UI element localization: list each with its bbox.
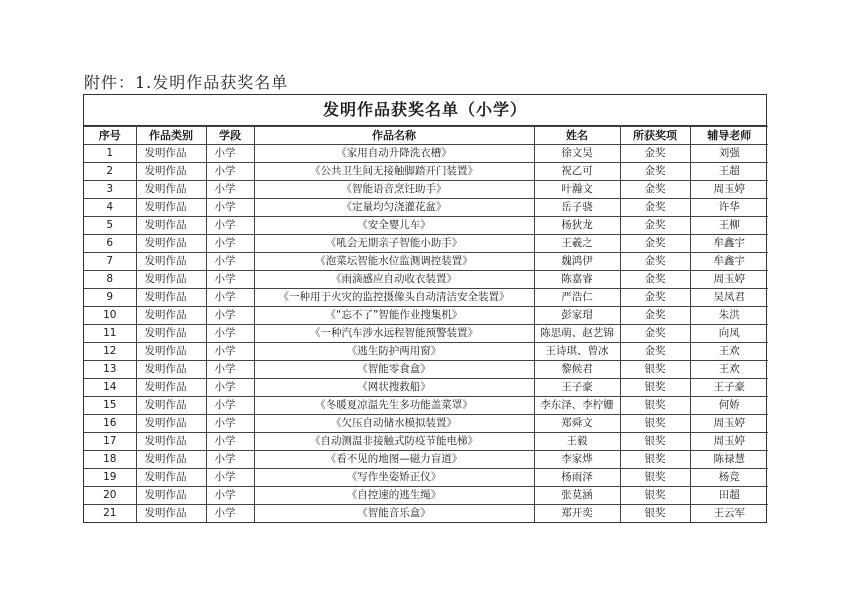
cell-category: 发明作品 <box>136 199 206 217</box>
cell-advisor: 周玉婷 <box>690 271 768 289</box>
cell-category: 发明作品 <box>136 487 206 505</box>
cell-stage: 小学 <box>206 415 254 433</box>
table-row <box>84 253 768 271</box>
cell-name: 严浩仁 <box>534 289 620 307</box>
cell-award: 银奖 <box>620 451 690 469</box>
cell-work-title: 《雨滴感应自动收衣装置》 <box>254 271 534 289</box>
cell-work-title: 《欠压自动储水模拟装置》 <box>254 415 534 433</box>
cell-category: 发明作品 <box>136 163 206 181</box>
cell-work-title: 《自动测温非接触式防疫节能电梯》 <box>254 433 534 451</box>
cell-stage: 小学 <box>206 199 254 217</box>
cell-name: 王羲之 <box>534 235 620 253</box>
cell-advisor: 陈禄慧 <box>690 451 768 469</box>
cell-advisor: 周玉婷 <box>690 181 768 199</box>
cell-advisor: 王云军 <box>690 505 768 523</box>
cell-advisor: 向凤 <box>690 325 768 343</box>
table-row <box>84 145 768 163</box>
cell-name: 王诗琪、曾冰 <box>534 343 620 361</box>
cell-name: 陈思萌、赵艺锦 <box>534 325 620 343</box>
cell-award: 金奖 <box>620 307 690 325</box>
sheet-title: 发明作品获奖名单（小学） <box>84 95 766 126</box>
cell-name: 彭家瑁 <box>534 307 620 325</box>
cell-work-title: 《家用自动升降洗衣槽》 <box>254 145 534 163</box>
cell-advisor: 王子豪 <box>690 379 768 397</box>
cell-award: 金奖 <box>620 181 690 199</box>
cell-work-title: 《写作坐姿矫正仪》 <box>254 469 534 487</box>
cell-index: 2 <box>84 163 136 181</box>
table-row <box>84 505 768 523</box>
table-row <box>84 235 768 253</box>
cell-stage: 小学 <box>206 289 254 307</box>
column-header-advisor: 辅导老师 <box>690 127 768 145</box>
cell-stage: 小学 <box>206 469 254 487</box>
cell-name: 陈嘉睿 <box>534 271 620 289</box>
cell-category: 发明作品 <box>136 253 206 271</box>
cell-index: 18 <box>84 451 136 469</box>
cell-index: 4 <box>84 199 136 217</box>
cell-category: 发明作品 <box>136 415 206 433</box>
cell-stage: 小学 <box>206 325 254 343</box>
table-row <box>84 271 768 289</box>
cell-advisor: 牟鑫宇 <box>690 235 768 253</box>
cell-advisor: 吴凤君 <box>690 289 768 307</box>
table-header-row <box>84 127 768 145</box>
cell-stage: 小学 <box>206 397 254 415</box>
cell-name: 郑舜文 <box>534 415 620 433</box>
cell-work-title: 《安全婴儿车》 <box>254 217 534 235</box>
cell-work-title: 《一种汽车涉水远程智能预警装置》 <box>254 325 534 343</box>
cell-index: 19 <box>84 469 136 487</box>
cell-category: 发明作品 <box>136 451 206 469</box>
cell-stage: 小学 <box>206 271 254 289</box>
cell-index: 10 <box>84 307 136 325</box>
cell-work-title: 《“忘不了”智能作业搜集机》 <box>254 307 534 325</box>
cell-award: 金奖 <box>620 217 690 235</box>
cell-advisor: 朱洪 <box>690 307 768 325</box>
cell-stage: 小学 <box>206 379 254 397</box>
cell-category: 发明作品 <box>136 397 206 415</box>
award-table <box>84 126 768 522</box>
cell-work-title: 《冬暖夏凉温先生多功能盖菜罩》 <box>254 397 534 415</box>
cell-award: 银奖 <box>620 433 690 451</box>
cell-work-title: 《智能语音烹饪助手》 <box>254 181 534 199</box>
cell-index: 6 <box>84 235 136 253</box>
cell-work-title: 《吼会无期亲子智能小助手》 <box>254 235 534 253</box>
column-header-stage: 学段 <box>206 127 254 145</box>
cell-name: 黎候君 <box>534 361 620 379</box>
award-list-table <box>83 94 767 523</box>
cell-award: 金奖 <box>620 235 690 253</box>
cell-stage: 小学 <box>206 145 254 163</box>
column-header-work-title: 作品名称 <box>254 127 534 145</box>
cell-stage: 小学 <box>206 343 254 361</box>
cell-work-title: 《自控速的逃生绳》 <box>254 487 534 505</box>
cell-stage: 小学 <box>206 505 254 523</box>
cell-index: 7 <box>84 253 136 271</box>
cell-category: 发明作品 <box>136 433 206 451</box>
table-row <box>84 199 768 217</box>
cell-category: 发明作品 <box>136 325 206 343</box>
cell-award: 银奖 <box>620 415 690 433</box>
cell-name: 祝乙可 <box>534 163 620 181</box>
cell-advisor: 牟鑫宇 <box>690 253 768 271</box>
table-row <box>84 307 768 325</box>
column-header-index: 序号 <box>84 127 136 145</box>
cell-award: 银奖 <box>620 379 690 397</box>
cell-work-title: 《泡菜坛智能水位监测调控装置》 <box>254 253 534 271</box>
cell-index: 12 <box>84 343 136 361</box>
table-row <box>84 397 768 415</box>
cell-advisor: 王欢 <box>690 343 768 361</box>
cell-work-title: 《看不见的地图—磁力盲道》 <box>254 451 534 469</box>
column-header-name: 姓名 <box>534 127 620 145</box>
table-row <box>84 217 768 235</box>
table-row <box>84 469 768 487</box>
cell-work-title: 《定量均匀浇灌花盆》 <box>254 199 534 217</box>
cell-work-title: 《公共卫生间无接触脚踏开门装置》 <box>254 163 534 181</box>
cell-category: 发明作品 <box>136 289 206 307</box>
cell-award: 银奖 <box>620 469 690 487</box>
cell-index: 17 <box>84 433 136 451</box>
cell-award: 金奖 <box>620 271 690 289</box>
cell-category: 发明作品 <box>136 469 206 487</box>
cell-award: 金奖 <box>620 253 690 271</box>
cell-name: 岳子骁 <box>534 199 620 217</box>
cell-index: 9 <box>84 289 136 307</box>
cell-index: 3 <box>84 181 136 199</box>
table-row <box>84 361 768 379</box>
cell-index: 11 <box>84 325 136 343</box>
cell-stage: 小学 <box>206 253 254 271</box>
cell-category: 发明作品 <box>136 307 206 325</box>
column-header-category: 作品类别 <box>136 127 206 145</box>
cell-advisor: 王欢 <box>690 361 768 379</box>
cell-stage: 小学 <box>206 361 254 379</box>
attachment-label: 附件：1.发明作品获奖名单 <box>84 73 289 92</box>
table-row <box>84 487 768 505</box>
cell-award: 金奖 <box>620 145 690 163</box>
cell-work-title: 《智能零食盒》 <box>254 361 534 379</box>
cell-index: 21 <box>84 505 136 523</box>
table-row <box>84 289 768 307</box>
cell-index: 13 <box>84 361 136 379</box>
cell-advisor: 田超 <box>690 487 768 505</box>
cell-award: 金奖 <box>620 199 690 217</box>
cell-work-title: 《一种用于火灾的监控摄像头自动清洁安全装置》 <box>254 289 534 307</box>
cell-index: 20 <box>84 487 136 505</box>
cell-category: 发明作品 <box>136 271 206 289</box>
cell-stage: 小学 <box>206 163 254 181</box>
cell-advisor: 王柳 <box>690 217 768 235</box>
cell-index: 8 <box>84 271 136 289</box>
table-row <box>84 325 768 343</box>
cell-name: 郑开奕 <box>534 505 620 523</box>
cell-name: 魏鸿伊 <box>534 253 620 271</box>
cell-advisor: 周玉婷 <box>690 433 768 451</box>
cell-name: 李家烨 <box>534 451 620 469</box>
cell-advisor: 刘强 <box>690 145 768 163</box>
cell-award: 银奖 <box>620 397 690 415</box>
cell-stage: 小学 <box>206 235 254 253</box>
cell-award: 银奖 <box>620 487 690 505</box>
cell-index: 16 <box>84 415 136 433</box>
table-row <box>84 379 768 397</box>
cell-index: 5 <box>84 217 136 235</box>
cell-category: 发明作品 <box>136 235 206 253</box>
cell-name: 杨狄龙 <box>534 217 620 235</box>
cell-award: 银奖 <box>620 505 690 523</box>
cell-award: 金奖 <box>620 343 690 361</box>
table-row <box>84 415 768 433</box>
cell-stage: 小学 <box>206 487 254 505</box>
cell-name: 叶瀚文 <box>534 181 620 199</box>
cell-award: 金奖 <box>620 163 690 181</box>
cell-award: 银奖 <box>620 361 690 379</box>
cell-stage: 小学 <box>206 433 254 451</box>
cell-advisor: 杨竞 <box>690 469 768 487</box>
cell-work-title: 《网状搜救船》 <box>254 379 534 397</box>
cell-award: 金奖 <box>620 289 690 307</box>
cell-name: 王毅 <box>534 433 620 451</box>
cell-name: 张莫涵 <box>534 487 620 505</box>
cell-advisor: 王超 <box>690 163 768 181</box>
cell-category: 发明作品 <box>136 505 206 523</box>
cell-category: 发明作品 <box>136 217 206 235</box>
cell-award: 金奖 <box>620 325 690 343</box>
cell-index: 14 <box>84 379 136 397</box>
table-row <box>84 343 768 361</box>
cell-category: 发明作品 <box>136 343 206 361</box>
cell-name: 王子豪 <box>534 379 620 397</box>
cell-work-title: 《智能音乐盒》 <box>254 505 534 523</box>
column-header-award: 所获奖项 <box>620 127 690 145</box>
cell-name: 杨雨泽 <box>534 469 620 487</box>
cell-name: 李东泽、李柠姗 <box>534 397 620 415</box>
cell-category: 发明作品 <box>136 181 206 199</box>
cell-advisor: 何娇 <box>690 397 768 415</box>
cell-work-title: 《逃生防护两用窗》 <box>254 343 534 361</box>
table-row <box>84 433 768 451</box>
cell-name: 徐文昊 <box>534 145 620 163</box>
table-row <box>84 181 768 199</box>
cell-category: 发明作品 <box>136 379 206 397</box>
cell-stage: 小学 <box>206 451 254 469</box>
cell-category: 发明作品 <box>136 145 206 163</box>
cell-advisor: 许华 <box>690 199 768 217</box>
table-row <box>84 451 768 469</box>
cell-category: 发明作品 <box>136 361 206 379</box>
cell-index: 15 <box>84 397 136 415</box>
cell-advisor: 周玉婷 <box>690 415 768 433</box>
cell-stage: 小学 <box>206 217 254 235</box>
cell-stage: 小学 <box>206 307 254 325</box>
table-row <box>84 163 768 181</box>
cell-index: 1 <box>84 145 136 163</box>
cell-stage: 小学 <box>206 181 254 199</box>
